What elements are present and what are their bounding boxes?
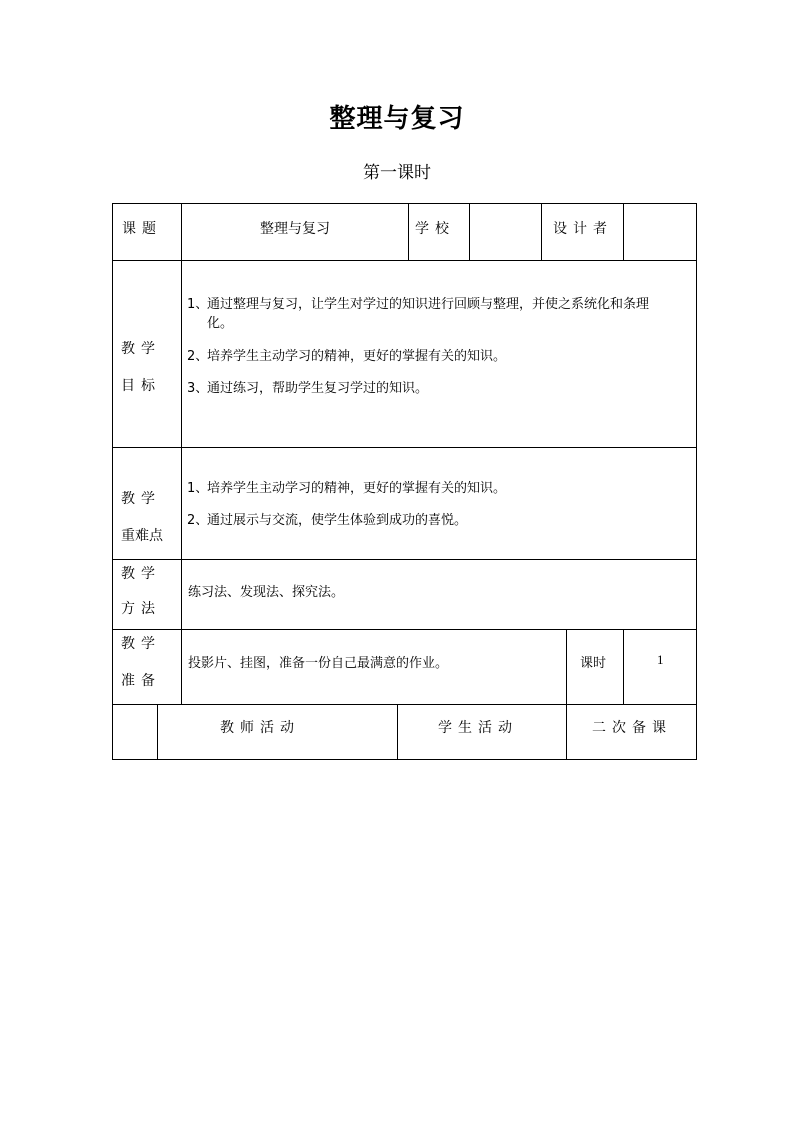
revision-cell <box>566 704 697 760</box>
topic-value: 整理与复习 <box>260 221 330 237</box>
goal-item-3-text: 通过练习，帮助学生复习学过的知识。 <box>207 381 429 396</box>
keypoint-item-2-text: 通过展示与交流，使学生体验到成功的喜悦。 <box>207 513 468 528</box>
prep-label-line1: 教学 <box>121 636 161 652</box>
prep-label-cell <box>112 629 181 704</box>
topic-value-cell <box>181 203 408 260</box>
goal-item-2 <box>187 348 506 366</box>
goal-item-2-num: 2、 <box>187 349 209 364</box>
hours-label: 课时 <box>580 656 607 671</box>
school-value-cell <box>469 203 541 260</box>
methods-label-line1: 教学 <box>121 566 161 582</box>
goal-item-3 <box>187 380 428 398</box>
student-activity-cell <box>397 704 566 760</box>
topic-label: 课题 <box>122 221 162 237</box>
designer-value-cell <box>623 203 697 260</box>
prep-content-cell <box>181 629 566 704</box>
goal-item-3-num: 3、 <box>187 381 209 396</box>
document-title: 整理与复习 <box>329 104 465 134</box>
student-activity-label: 学生活动 <box>438 720 518 736</box>
goal-item-1-num: 1、 <box>187 297 209 312</box>
keypoint-item-1 <box>187 480 506 498</box>
keypoint-item-2-num: 2、 <box>187 513 209 528</box>
keypoint-item-2 <box>187 512 467 530</box>
designer-label: 设计者 <box>553 221 613 237</box>
keypoints-content-cell <box>181 447 697 559</box>
goals-label-cell <box>112 260 181 447</box>
activity-blank-cell <box>112 704 157 760</box>
goals-label-line1: 教学 <box>121 341 161 357</box>
methods-value: 练习法、发现法、探究法。 <box>188 585 345 600</box>
school-label-cell <box>408 203 469 260</box>
goal-item-1 <box>187 296 649 314</box>
methods-content-cell <box>181 559 697 629</box>
prep-value: 投影片、挂图，准备一份自己最满意的作业。 <box>188 656 449 671</box>
methods-label-cell <box>112 559 181 629</box>
hours-value-cell <box>623 629 697 704</box>
keypoints-label-line2: 重难点 <box>121 528 163 544</box>
hours-label-cell <box>566 629 623 704</box>
document-subtitle: 第一课时 <box>363 163 431 183</box>
prep-label-line2: 准备 <box>121 673 161 689</box>
designer-label-cell <box>541 203 623 260</box>
school-label: 学校 <box>415 221 455 237</box>
keypoints-label-line1: 教学 <box>121 491 161 507</box>
teacher-activity-cell <box>157 704 397 760</box>
revision-label: 二次备课 <box>592 720 672 736</box>
hours-value: 1 <box>657 652 664 667</box>
keypoint-item-1-num: 1、 <box>187 481 209 496</box>
teacher-activity-label: 教师活动 <box>220 720 300 736</box>
topic-label-cell <box>112 203 181 260</box>
goal-item-1-continued: 化。 <box>207 316 234 331</box>
keypoints-label-cell <box>112 447 181 559</box>
goals-label-line2: 目标 <box>121 378 161 394</box>
methods-label-line2: 方法 <box>121 601 161 617</box>
goal-item-2-text: 培养学生主动学习的精神，更好的掌握有关的知识。 <box>207 349 507 364</box>
goal-item-1-text: 通过整理与复习，让学生对学过的知识进行回顾与整理，并使之系统化和条理 <box>207 297 650 312</box>
keypoint-item-1-text: 培养学生主动学习的精神，更好的掌握有关的知识。 <box>207 481 507 496</box>
